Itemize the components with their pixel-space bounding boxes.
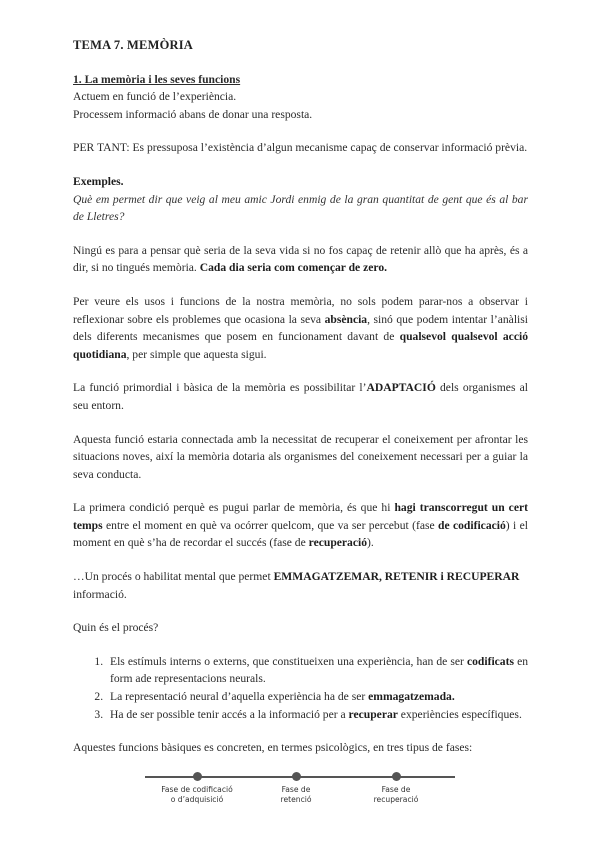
paragraph-usos: Per veure els usos i funcions de la nostra memòria, no sols podem parar-nos a observar i reflexionar sobre els problemes que ocasiona la seva absència, sinó que podem intentar l’anàlisi dels diferents mecanismes que posem en funcionament davant de qualsevol qualsevol acció quotidiana, per simple que aquesta sigui. (73, 294, 528, 361)
timeline-dot-recuperacio (392, 772, 401, 781)
per-tant-paragraph: PER TANT: Es pressuposa l’existència d’algun mecanisme capaç de conservar informació prèvia. (73, 141, 528, 155)
intro-line-1: Actuem en funció de l’experiència. (73, 90, 237, 104)
intro-line-2: Processem informació abans de donar una resposta. (73, 107, 313, 121)
timeline-dot-codificacio (193, 772, 202, 781)
page-title: TEMA 7. MEMÒRIA (73, 38, 194, 52)
paragraph-ningu: Ningú es para a pensar què seria de la seva vida si no fos capaç de retenir allò que ha après, és a dir, si no tingués memòria. Cada dia seria com començar de zero. (73, 243, 528, 275)
timeline-dot-retencio (292, 772, 301, 781)
timeline-label-codificacio: Fase de codificació o d’adquisició (161, 785, 233, 804)
section-heading: 1. La memòria i les seves funcions (73, 72, 241, 86)
paragraph-proces: …Un procés o habilitat mental que permet EMMAGATZEMAR, RETENIR i RECUPERAR informació. (73, 570, 520, 601)
steps-list (73, 653, 528, 723)
list-item: 3. Ha de ser possible tenir accés a la informació per a recuperar experiències específiques. (106, 706, 528, 724)
paragraph-funcio: La funció primordial i bàsica de la memòria es possibilitar l’ADAPTACIÓ dels organismes al seu entorn. (73, 381, 528, 412)
examples-question: Què em permet dir que veig al meu amic Jordi enmig de la gran quantitat de gent que és al bar de Lletres? (73, 192, 528, 224)
paragraph-condicio: La primera condició perquè es pugui parlar de memòria, és que hi hagi transcorregut un cert temps entre el moment en què va ocórrer quelcom, que va ser percebut (fase de codificació) i el moment en què s’ha de recordar el succés (fase de recuperació). (73, 501, 529, 550)
list-item: 2. La representació neural d’aquella experiència ha de ser emmagatzemada. (106, 688, 528, 706)
phases-timeline (145, 769, 455, 829)
list-item: 1. Els estímuls interns o externs, que constitueixen una experiència, han de ser codificats en form ade representacions neurals. (106, 653, 528, 688)
process-question: Quin és el procés? (73, 621, 159, 635)
examples-label: Exemples. (73, 174, 124, 188)
timeline-label-retencio: Fase de retenció (280, 785, 312, 804)
paragraph-connectada: Aquesta funció estaria connectada amb la necessitat de recuperar el coneixement per afrontar les situacions noves, així la memòria dotaria als organismes del coneixement necessari per a guiar la seva conducta. (73, 432, 528, 481)
phases-intro: Aquestes funcions bàsiques es concreten, en termes psicològics, en tres tipus de fases: (73, 741, 473, 755)
document-body (73, 37, 528, 757)
timeline-label-recuperacio: Fase de recuperació (373, 785, 419, 804)
